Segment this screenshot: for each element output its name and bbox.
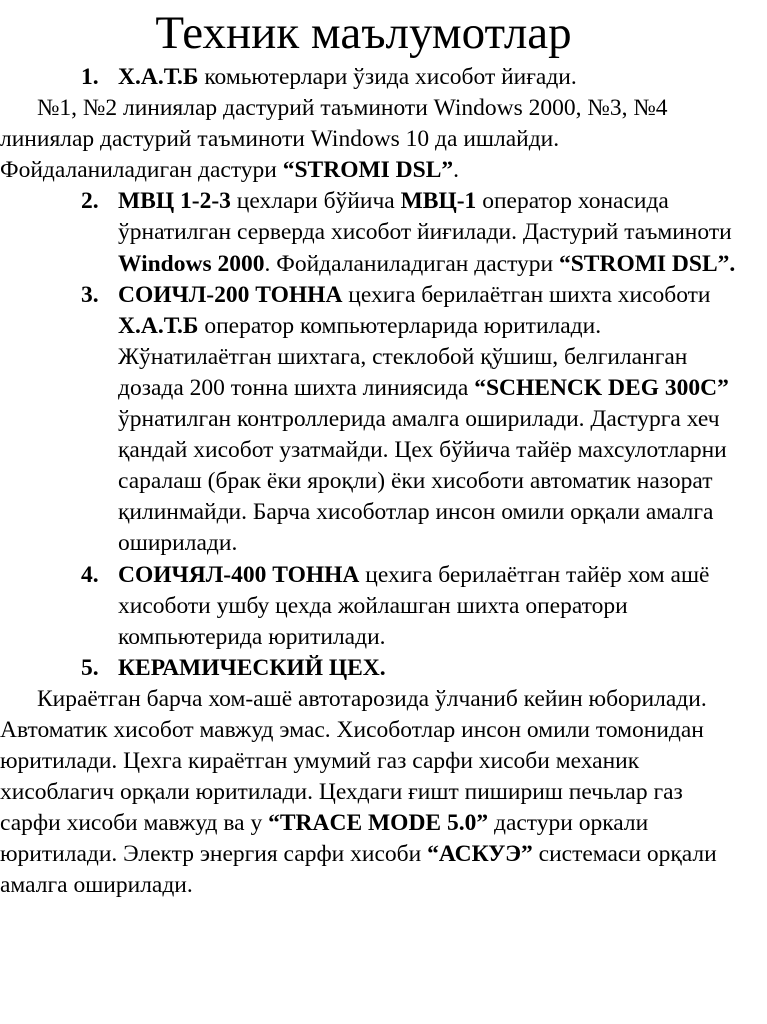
list-item-3 <box>81 280 741 560</box>
item-heading: Х.А.Т.Б комьютерлари ўзида хисобот йиғади. <box>118 64 577 90</box>
item-number: 2. <box>81 188 99 215</box>
item-number: 1. <box>81 64 99 90</box>
item-number: 4. <box>81 561 99 588</box>
document-body <box>0 62 741 902</box>
list-item-1 <box>0 62 741 186</box>
page-title: Техник маълумотлар <box>155 7 572 59</box>
item-number: 3. <box>81 281 99 308</box>
item-paragraph: №1, №2 линиялар дастурий таъминоти Windows 2000, №3, №4 линиялар дастурий таъминоти Windows 10 да ишлайди. Фойдаланиладиган дастури “STROMI DSL”. <box>0 95 668 184</box>
item-paragraph: СОИЧЛ-200 ТОННА цехига берилаётган шихта хисоботи Х.А.Т.Б оператор компьютерларида юритилади. Жўнатилаётган шихтага, стеклобой қўшиш, белгиланган дозада 200 тонна шихта линиясида “SCHENCK DEG 300C” ўрнатилган контроллерида амалга оширилади. Дастурга хеч қандай хисобот узатмайди. Цех бўйича тайёр махсулотларни саралаш (брак ёки яроқли) ёки хисоботи автоматик назорат қилинмайди. Барча хисоботлар инсон омили орқали амалга оширилади. <box>118 281 729 557</box>
item-number: 5. <box>81 654 99 681</box>
item-heading: КЕРАМИЧЕСКИЙ ЦЕХ. <box>118 654 386 681</box>
item-paragraph: МВЦ 1-2-3 цехлари бўйича МВЦ-1 оператор хонасида ўрнатилган серверда хисобот йиғилади. Дастурий таъминоти Windows 2000. Фойдаланиладиган дастури “STROMI DSL”. <box>118 188 736 277</box>
list-item-5 <box>0 653 741 902</box>
list-item-2 <box>81 186 741 279</box>
list-item-4 <box>81 560 741 653</box>
item-paragraph: СОИЧЯЛ-400 ТОННА цехига берилаётган тайёр хом ашё хисоботи ушбу цехда жойлашган шихта оператори компьютерида юритилади. <box>118 561 710 650</box>
item-paragraph: Кираётган барча хом-ашё автотарозида ўлчаниб кейин юборилади. Автоматик хисобот мавжуд эмас. Хисоботлар инсон омили томонидан юритилади. Цехга кираётган умумий газ сарфи хисоби механик хисоблагич орқали юритилади. Цехдаги ғишт пишириш печьлар газ сарфи хисоби мавжуд ва у “TRACE MODE 5.0” дастури оркали юритилади. Электр энергия сарфи хисоби “АСКУЭ” системаси орқали амалга оширилади. <box>0 685 717 899</box>
